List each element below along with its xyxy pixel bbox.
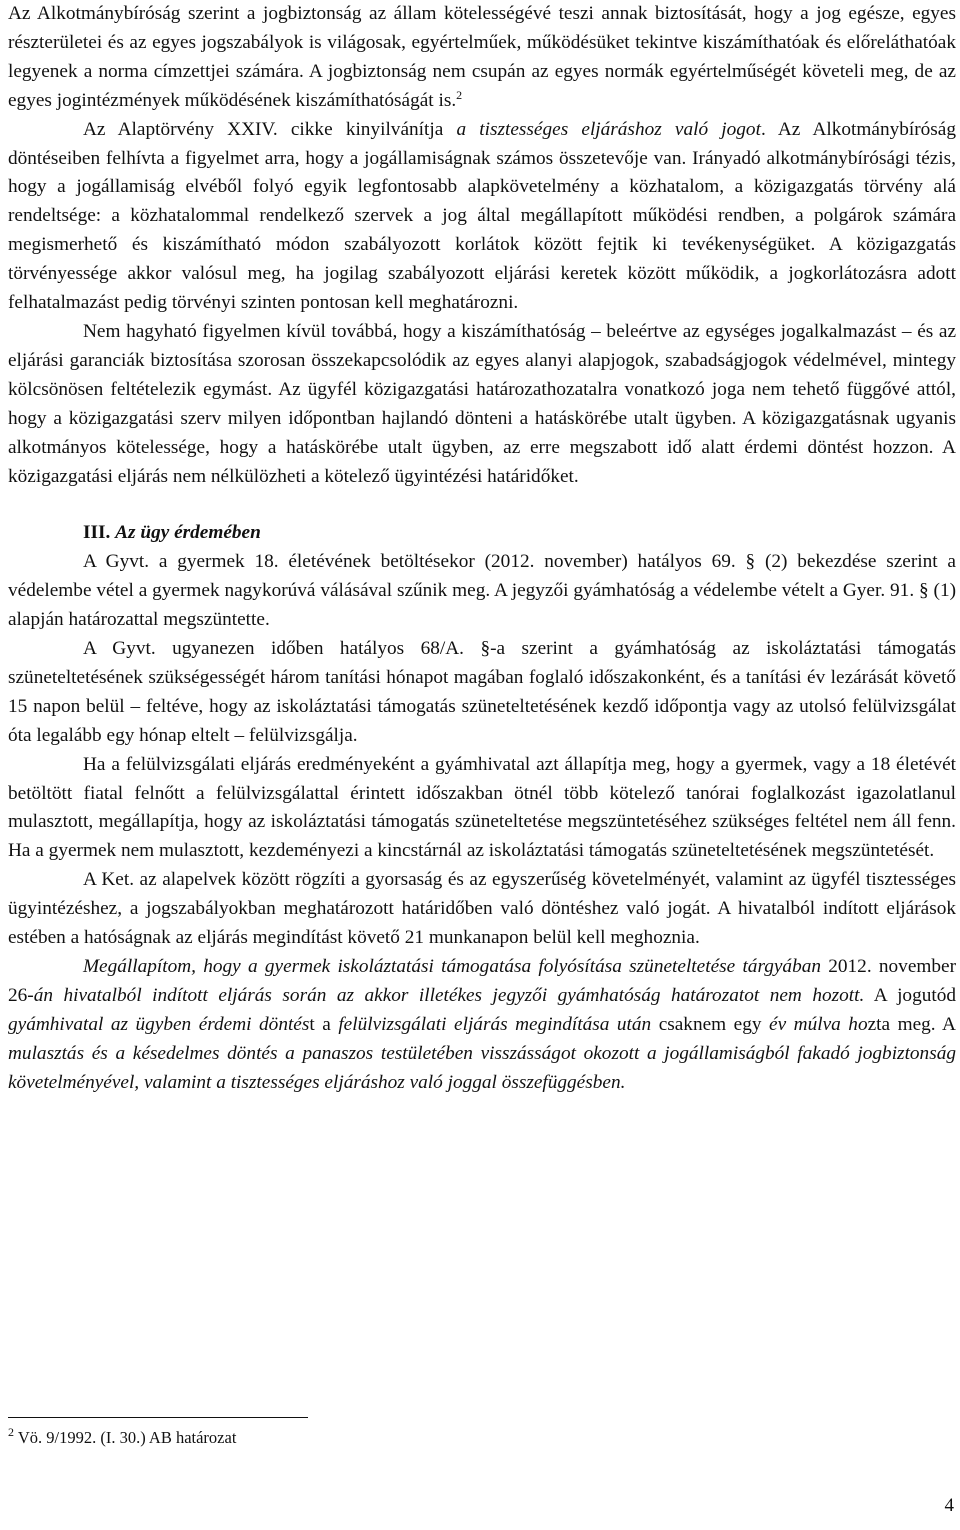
- paragraph-fair-procedure: Az Alaptörvény XXIV. cikke kinyilvánítja a tisztességes eljáráshoz való jogot. Az Alkotmánybíróság döntéseiben felhívta a figyelmet arra, hogy a jogállamiságnak számos összetevője van. Irányadó alkotmánybírósági tézis, hogy a jogállamiság elvéből folyó egyik legfontosabb alapkövetelmény a közhatalom, a közigazgatás törvény alá rendeltsége: a közhatalommal rendelkező szervek a jog által megállapított működési rendben, a polgárok számára megismerhető és kiszámítható módon szabályozott korlátok között fejtik ki tevékenységüket. A közigazgatás törvényessége akkor valósul meg, ha jogilag szabályozott eljárási keretek között működik, a jogkorlátozásra adott felhatalmazást pedig törvényi szinten pontosan kell meghatározni.: [8, 118, 956, 314]
- paragraph-predictability: Nem hagyható figyelmen kívül továbbá, hogy a kiszámíthatóság – beleértve az egységes jogalkalmazást – és az eljárási garanciák biztosítása szorosan összekapcsolódik az egyes alanyi alapjogok, szabadságjogok védelmével, mintegy kölcsönösen feltételezik egymást. Az ügyfél közigazgatási határozathozatalra vonatkozó joga nem tehető függővé attól, hogy a közigazgatási szerv milyen időpontban hajlandó dönteni a hatáskörébe utalt ügyben. A közigazgatásnak ugyanis alkotmányos kötelessége, hogy a hatáskörébe utalt ügyben, az erre megszabott idő alatt érdemi döntést hozzon. A közigazgatási eljárás nem nélkülözheti a kötelező ügyintézési határidőket.: [8, 320, 956, 487]
- paragraph-ket-principles: A Ket. az alapelvek között rögzíti a gyorsaság és az egyszerűség követelményét, valamint az ügyfél tisztességes ügyintézéshez, a jogszabályokban meghatározott határidőben való döntéshez való jogát. A hivatalból indított eljárások estében a hatóságnak az eljárás megindítást követő 21 munkanapon belül kell meghoznia.: [8, 869, 956, 949]
- footnote: $^2$ Vö. 9/1992. (I. 30.) AB határozat: [8, 1425, 237, 1447]
- footnote-ref[interactable]: 2: [456, 87, 463, 102]
- paragraph-gyvt-69: A Gyvt. a gyermek 18. életévének betöltésekor (2012. november) hatályos 69. § (2) bekezdése szerint a védelembe vétel a gyermek nagykorúvá válásával szűnik meg. A jegyzői gyámhatóság a védelembe vételt a Gyer. 91. § (1) alapján határozattal megszüntette.: [8, 551, 956, 631]
- paragraph-legal-certainty: Az Alkotmánybíróság szerint a jogbiztonság az állam kötelességévé teszi annak biztosítását, hogy a jog egésze, egyes részterületei és az egyes jogszabályok is világosak, egyértelműek, működésüket tekintve kiszámíthatóak és előreláthatóak legyenek a norma címzettjei számára. A jogbiztonság nem csupán az egyes normák egyértelműségét követeli meg, de az egyes jogintézmények működésének kiszámíthatóságát is.$^2$: [8, 3, 956, 111]
- section-heading: III. Az ügy érdemében: [83, 522, 261, 544]
- paragraph-conclusion: Megállapítom, hogy a gyermek iskoláztatási támogatása folyósítása szüneteltetése tárgyában 2012. november 26-án hivatalból indított eljárás során az akkor illetékes jegyzői gyámhatóság határozatot nem hozott. A jogutód gyámhivatal az ügyben érdemi döntést a felülvizsgálati eljárás megindítása után csaknem egy év múlva hozta meg. A mulasztás és a késedelmes döntés a panaszos testületében visszásságot okozott a jogállamiságból fakadó jogbiztonság követelményével, valamint a tisztességes eljáráshoz való joggal összefüggésben.: [8, 956, 956, 1093]
- paragraph-gyvt-68a: A Gyvt. ugyanezen időben hatályos 68/A. §-a szerint a gyámhatóság az iskoláztatási támogatás szüneteltetésének szükségességét három tanítási hónapot magában foglaló időszakonként, és a tanítási év lezárását követő 15 napon belül – feltéve, hogy az iskoláztatási támogatás szüneteltetésének kezdő időpontja vagy az utolsó felülvizsgálat óta legalább egy hónap eltelt – felülvizsgálja.: [8, 638, 956, 746]
- paragraph-review-procedure: Ha a felülvizsgálati eljárás eredményeként a gyámhivatal azt állapítja meg, hogy a gyermek, vagy a 18 életévét betöltött fiatal felnőtt a felülvizsgálattal érintett időszakban ötnél több kötelező tanórai foglalkozást igazolatlanul mulasztott, megállapítja, hogy az iskoláztatási támogatás szüneteltetése megszüntetéséhez szükséges feltétel nem áll fenn. Ha a gyermek nem mulasztott, kezdeményezi a kincstárnál az iskoláztatási támogatás szüneteltetésének megszüntetését.: [8, 753, 956, 862]
- page-number: 4: [944, 1495, 954, 1516]
- footnote-divider: [8, 1417, 308, 1418]
- document-body: [8, 0, 956, 1098]
